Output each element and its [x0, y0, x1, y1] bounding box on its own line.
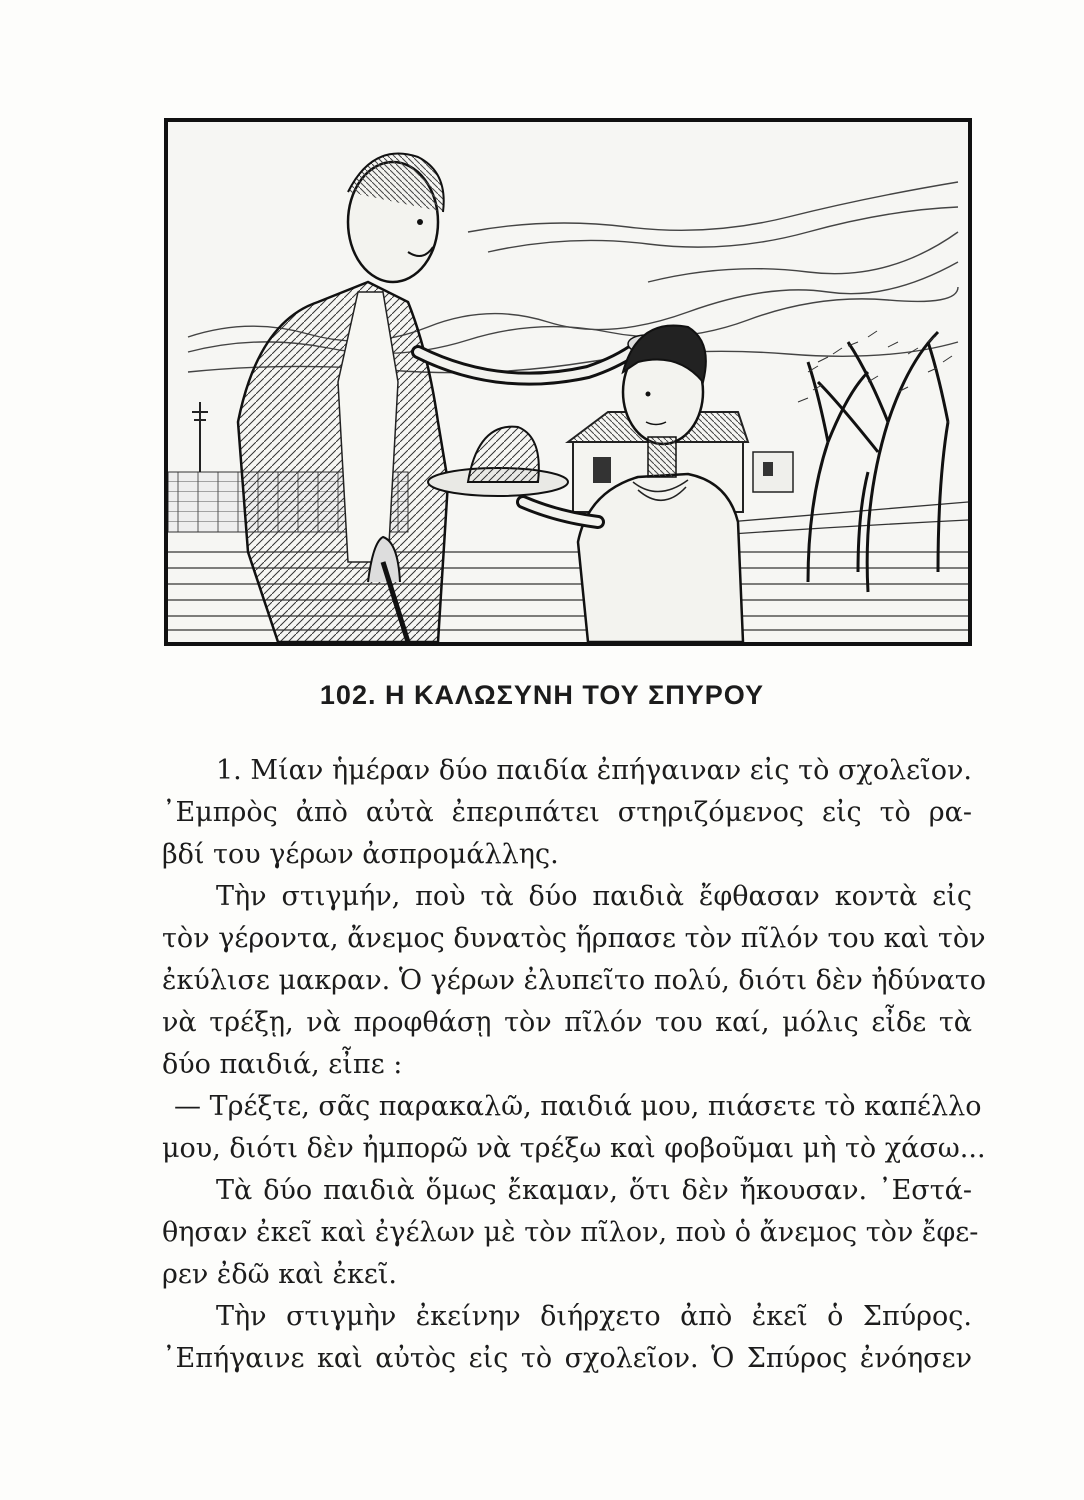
text-line: θησαν ἐκεῖ καὶ ἐγέλων μὲ τὸν πῖλον, ποὺ ὁ ἄνεμος τὸν ἔφε- [162, 1217, 979, 1248]
text-line: νὰ τρέξῃ, νὰ προφθάσῃ τὸν πῖλόν του καί, μόλις εἶδε τὰ [162, 1007, 972, 1038]
chapter-title: 102. Η ΚΑΛΩΣΥΝΗ ΤΟΥ ΣΠΥΡΟΥ [319, 680, 765, 710]
text-line: δύο παιδιά, εἶπε : [162, 1049, 403, 1080]
text-line: Τὴν στιγμὴν ἐκείνην διήρχετο ἀπὸ ἐκεῖ ὁ Σπύρος. [216, 1301, 972, 1332]
text-line: ᾿Επήγαινε καὶ αὐτὸς εἰς τὸ σχολεῖον. Ὁ Σπύρος ἐνόησεν [162, 1343, 972, 1374]
text-line: Τὰ δύο παιδιὰ ὅμως ἔκαμαν, ὅτι δὲν ἤκουσαν. ᾿Εστά- [216, 1175, 972, 1206]
trees [808, 332, 948, 592]
text-line: Τὴν στιγμήν, ποὺ τὰ δύο παιδιὰ ἔφθασαν κοντὰ εἰς [216, 881, 972, 912]
text-line: τὸν γέροντα, ἄνεμος δυνατὸς ἥρπασε τὸν πῖλόν του καὶ τὸν [162, 923, 986, 954]
text-line: 1. Μίαν ἡμέραν δύο παιδία ἐπήγαιναν εἰς τὸ σχολεῖον. [216, 755, 972, 786]
text-line: ρεν ἐδῶ καὶ ἐκεῖ. [162, 1259, 397, 1290]
text-line: ᾿Εμπρὸς ἀπὸ αὐτὰ ἐπεριπάτει στηριζόμενος εἰς τὸ ρα- [162, 797, 972, 828]
hat [428, 427, 568, 496]
story-text [162, 750, 987, 1380]
text-line: ἐκύλισε μακραν. Ὁ γέρων ἐλυπεῖτο πολύ, διότι δὲν ἠδύνατο [162, 965, 987, 996]
text-line: βδί του γέρων ἀσπρομάλλης. [162, 839, 559, 870]
text-line: — Τρέξτε, σᾶς παρακαλῶ, παιδιά μου, πιάσετε τὸ καπέλλο [174, 1091, 982, 1122]
illustration-drawing [168, 122, 968, 642]
text-line: μου, διότι δὲν ἠμπορῶ νὰ τρέξω καὶ φοβοῦμαι μὴ τὸ χάσω... [162, 1133, 986, 1164]
telegraph-pole [192, 402, 208, 472]
story-illustration [164, 118, 972, 646]
